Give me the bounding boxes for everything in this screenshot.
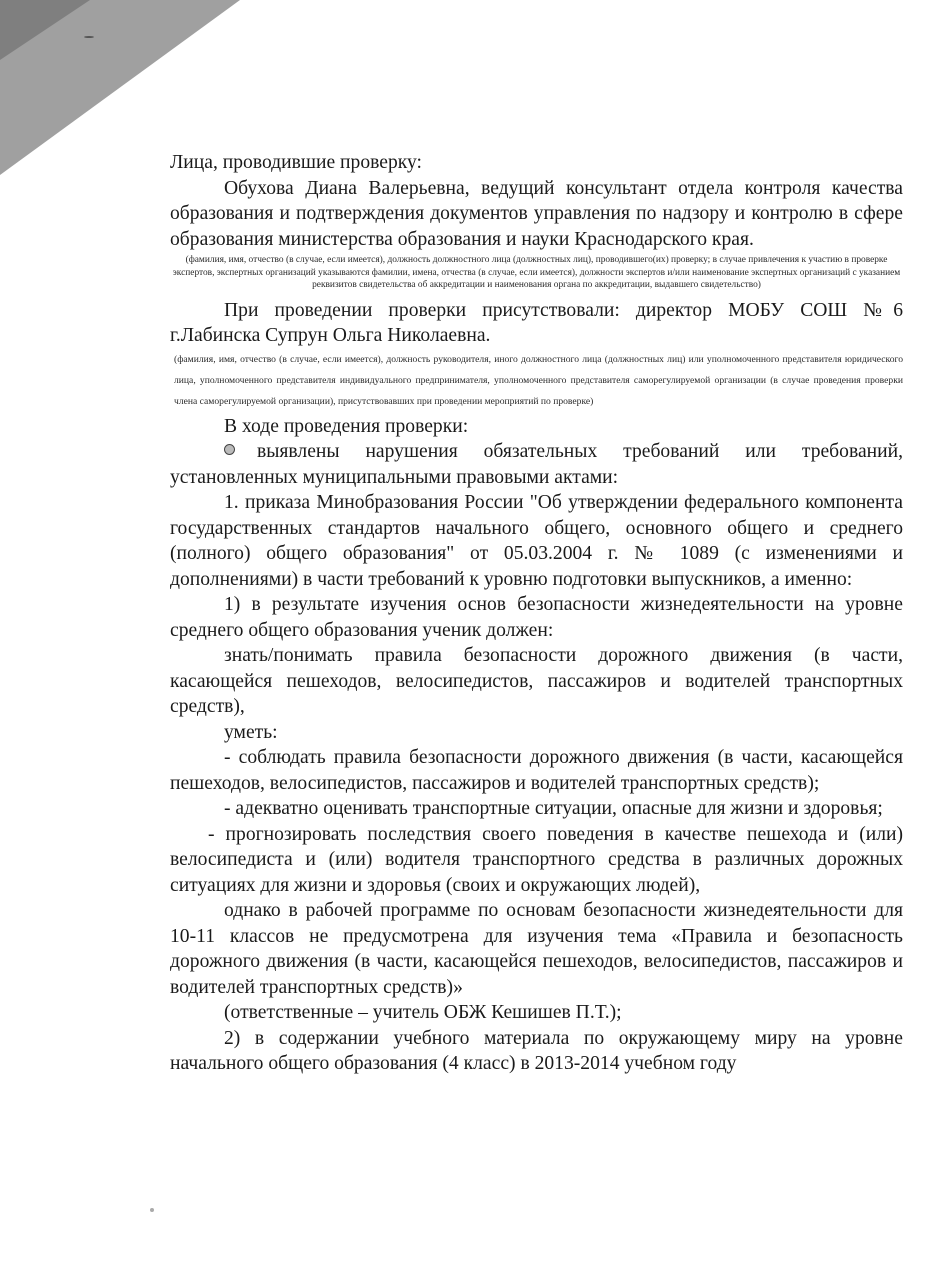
know-paragraph: знать/понимать правила безопасности дорожного движения (в части, касающейся пешеходов, велосипедистов, пассажиров и водителей транспортных средств), <box>170 645 903 718</box>
during-inspection-heading: В ходе проведения проверки: <box>224 415 469 437</box>
inspector-footnote: (фамилия, имя, отчество (в случае, если имеется), должность должностного лица (должностных лиц), проводившего(их) проверку; в случае привлечения к участию в проверке экспертов, экспертных организаций указываются фамилии, имена, отчества (в случае, если имеется), должности экспертов и/или наименование экспертных организаций с указанием реквизитов свидетельства об аккредитации и наименования органа по аккредитации, выдавшего свидетельство) <box>172 255 901 291</box>
present-footnote: (фамилия, имя, отчество (в случае, если имеется), должность руководителя, иного должностного лица (должностных лиц) или уполномоченного представителя юридического лица, уполномоченного представителя индивидуального предпринимателя, уполномоченного представителя саморегулируемой организации (в случае проведения проверки члена саморегулируемой организации), присутствовавших при проведении мероприятий по проверке) <box>174 353 903 407</box>
dash-item-2: - адекватно оценивать транспортные ситуации, опасные для жизни и здоровья; <box>224 798 883 820</box>
able-label: уметь: <box>224 721 278 743</box>
document-page <box>170 150 903 1077</box>
scan-speck <box>150 1208 154 1212</box>
subitem-1-paragraph: 1) в результате изучения основ безопасности жизнедеятельности на уровне среднего общего образования ученик должен: <box>170 594 903 641</box>
scan-corner-shadow-dark <box>0 0 90 60</box>
violations-text: выявлены нарушения обязательных требований или требований, установленных муниципальными правовыми актами: <box>170 441 903 488</box>
scan-speck <box>84 36 94 38</box>
subitem-2-paragraph: 2) в содержании учебного материала по окружающему миру на уровне начального общего образования (4 класс) в 2013-2014 учебном году <box>170 1027 903 1075</box>
inspector-paragraph: Обухова Диана Валерьевна, ведущий консультант отдела контроля качества образования и подтверждения документов управления по надзору и контролю в сфере образования министерства образования и науки Краснодарского края. <box>170 177 903 250</box>
present-paragraph: При проведении проверки присутствовали: директор МОБУ СОШ №6 г.Лабинска Супрун Ольга Николаевна. <box>170 299 903 347</box>
however-paragraph: однако в рабочей программе по основам безопасности жизнедеятельности для 10-11 классов не предусмотрена для изучения тема «Правила и безопасность дорожного движения (в части, касающейся пешеходов, велосипедистов, пассажиров и водителей транспортных средств)» <box>170 900 903 998</box>
inspectors-heading: Лица, проводившие проверку: <box>170 152 422 173</box>
responsible-line: (ответственные – учитель ОБЖ Кешишев П.Т.); <box>224 1002 622 1024</box>
violations-paragraph <box>170 439 903 490</box>
item-1-paragraph: 1. приказа Минобразования России "Об утверждении федерального компонента государственных стандартов начального общего, основного общего и среднего (полного) общего образования" от 05.03.2004 г. № 1089 (с изменениями и дополнениями) в части требований к уровню подготовки выпускников, а именно: <box>170 492 903 590</box>
dash-item-3: - прогнозировать последствия своего поведения в качестве пешехода и (или) велосипедиста и (или) водителя транспортного средства в различных дорожных ситуациях для жизни и здоровья (своих и окружающих людей), <box>170 823 903 896</box>
bullet-icon <box>224 444 235 455</box>
dash-item-1: - соблюдать правила безопасности дорожного движения (в части, касающейся пешеходов, велосипедистов, пассажиров и водителей транспортных средств); <box>170 747 903 794</box>
